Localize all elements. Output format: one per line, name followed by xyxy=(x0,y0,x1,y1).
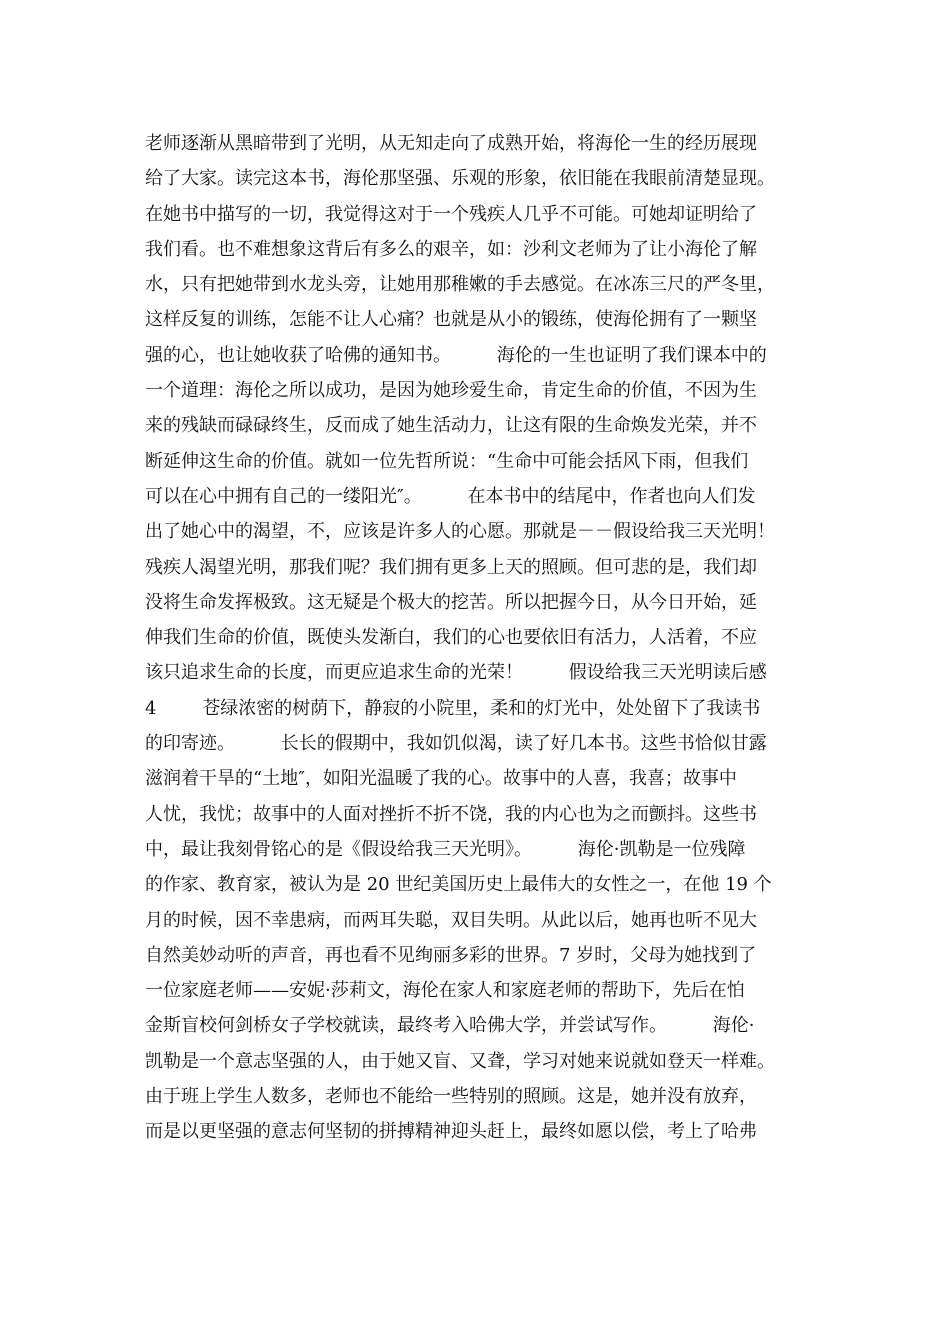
text-line: 给了大家。读完这本书，海伦那坚强、乐观的形象，依旧能在我眼前清楚显现。 xyxy=(145,168,775,190)
text-line: 强的心，也让她收获了哈佛的通知书。 海伦的一生也证明了我们课本中的 xyxy=(145,344,767,366)
text-line: 可以在心中拥有自己的一缕阳光″。 在本书中的结尾中，作者也向人们发 xyxy=(145,485,756,507)
text-line: 而是以更坚强的意志何坚韧的拼搏精神迎头赶上，最终如愿以偿，考上了哈弗 xyxy=(145,1121,757,1143)
text-line: 残疾人渴望光明，那我们呢？我们拥有更多上天的照顾。但可悲的是，我们却 xyxy=(145,556,757,578)
text-line: 人忧，我忧；故事中的人面对挫折不折不饶，我的内心也为之而颤抖。这些书 xyxy=(145,803,757,825)
text-line: 断延伸这生命的价值。就如一位先哲所说：“生命中可能会括风下雨，但我们 xyxy=(145,450,749,472)
text-line: 金斯盲校何剑桥女子学校就读，最终考入哈佛大学，并尝试写作。 海伦· xyxy=(145,1015,755,1037)
text-line: 没将生命发挥极致。这无疑是个极大的挖苦。所以把握今日，从今日开始，延 xyxy=(145,591,757,613)
text-line: 滋润着干旱的“土地″，如阳光温暖了我的心。故事中的人喜，我喜；故事中 xyxy=(145,768,737,790)
text-line: 我们看。也不难想象这背后有多么的艰辛，如：沙利文老师为了让小海伦了解 xyxy=(145,238,757,260)
text-line: 该只追求生命的长度，而更应追求生命的光荣！ 假设给我三天光明读后感 xyxy=(145,662,767,684)
text-line: 凯勒是一个意志坚强的人，由于她又盲、又聋，学习对她来说就如登天一样难。 xyxy=(145,1050,775,1072)
body-text xyxy=(145,126,815,1150)
text-line: 自然美妙动听的声音，再也看不见绚丽多彩的世界。7 岁时，父母为她找到了 xyxy=(145,944,757,966)
text-line: 的印寄迹。 长长的假期中，我如饥似渴，读了好几本书。这些书恰似甘露 xyxy=(145,733,767,755)
text-line: 这样反复的训练，怎能不让人心痛？也就是从小的锻练，使海伦拥有了一颗坚 xyxy=(145,309,757,331)
text-line: 伸我们生命的价值，既使头发渐白，我们的心也要依旧有活力，人活着，不应 xyxy=(145,627,757,649)
text-line: 中，最让我刻骨铭心的是《假设给我三天光明》。 海伦·凯勒是一位残障 xyxy=(145,838,746,860)
text-line: 由于班上学生人数多，老师也不能给一些特别的照顾。这是，她并没有放弃， xyxy=(145,1086,757,1108)
text-line: 在她书中描写的一切，我觉得这对于一个残疾人几乎不可能。可她却证明给了 xyxy=(145,203,757,225)
text-line: 水，只有把她带到水龙头旁，让她用那稚嫩的手去感觉。在冰冻三尺的严冬里， xyxy=(145,274,775,296)
text-line: 4 苍绿浓密的树荫下，静寂的小院里，柔和的灯光中，处处留下了我读书 xyxy=(145,697,761,719)
text-line: 的作家、教育家，被认为是 20 世纪美国历史上最伟大的女性之一，在他 19 个 xyxy=(145,874,772,896)
text-line: 出了她心中的渴望，不，应该是许多人的心愿。那就是－－假设给我三天光明！ xyxy=(145,521,775,543)
text-line: 一位家庭老师——安妮·莎莉文，海伦在家人和家庭老师的帮助下，先后在怕 xyxy=(145,980,745,1002)
text-line: 老师逐渐从黑暗带到了光明，从无知走向了成熟开始，将海伦一生的经历展现 xyxy=(145,133,757,154)
text-line: 来的残缺而碌碌终生，反而成了她生活动力，让这有限的生命焕发光荣，并不 xyxy=(145,415,757,437)
text-line: 一个道理：海伦之所以成功，是因为她珍爱生命，肯定生命的价值，不因为生 xyxy=(145,380,757,402)
text-line: 月的时候，因不幸患病，而两耳失聪，双目失明。从此以后，她再也听不见大 xyxy=(145,909,757,931)
